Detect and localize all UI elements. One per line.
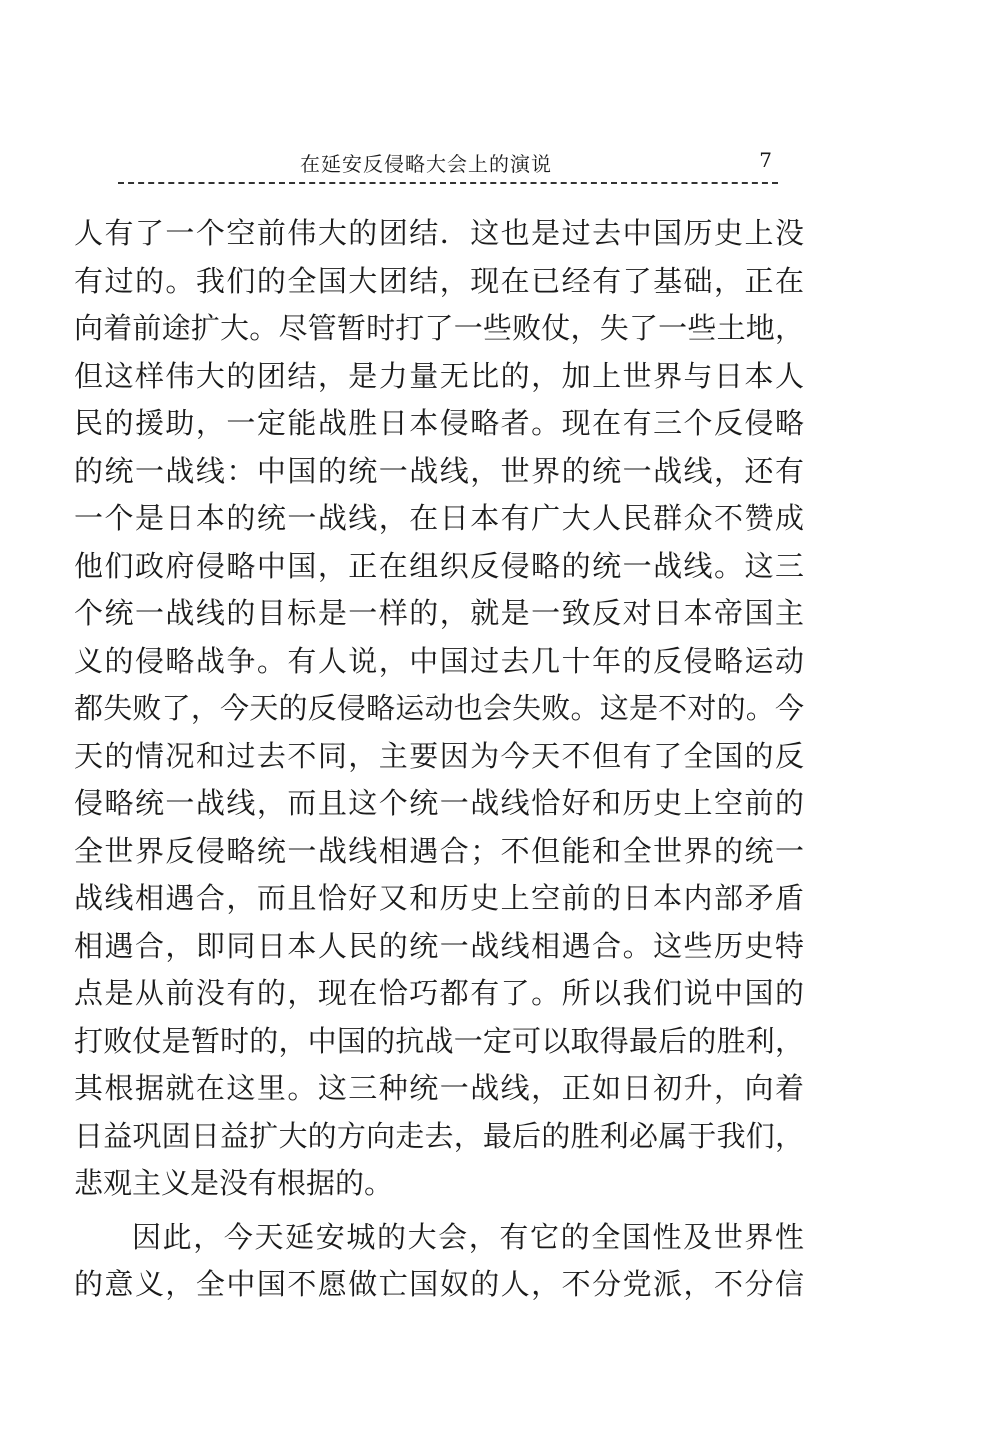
text-line: 因此，今天延安城的大会，有它的全国性及世界性 [132,1219,804,1254]
text-line: 义的侵略战争。有人说，中国过去几十年的反侵略运动 [74,643,804,678]
text-line: 悲观主义是没有根据的。 [74,1166,394,1200]
text-line: 他们政府侵略中国，正在组织反侵略的统一战线。这三 [74,548,804,583]
text-line: 有过的。我们的全国大团结，现在已经有了基础，正在 [74,263,804,298]
text-line: 天的情况和过去不同，主要因为今天不但有了全国的反 [74,738,804,773]
page-number: 7 [759,148,772,172]
text-line: 但这样伟大的团结，是力量无比的，加上世界与日本人 [74,358,804,393]
running-header-title: 在延安反侵略大会上的演说 [300,152,552,176]
text-line: 点是从前没有的，现在恰巧都有了。所以我们说中国的 [74,976,804,1010]
text-line: 日益巩固日益扩大的方向走去，最后的胜利必属于我们， [74,1118,804,1153]
text-line: 民的援助，一定能战胜日本侵略者。现在有三个反侵略 [74,406,804,440]
header-divider [118,182,778,184]
text-line: 全世界反侵略统一战线相遇合；不但能和全世界的统一 [74,833,804,868]
paragraph [74,1214,804,1309]
paragraph [74,210,804,1208]
text-line: 个统一战线的目标是一样的，就是一致反对日本帝国主 [74,596,804,630]
body-text [74,210,804,1309]
text-line: 其根据就在这里。这三种统一战线，正如日初升，向着 [74,1071,804,1105]
text-line: 的意义，全中国不愿做亡国奴的人，不分党派，不分信 [74,1267,804,1301]
text-line: 向着前途扩大。尽管暂时打了一些败仗，失了一些土地， [74,311,804,345]
text-line: 人有了一个空前伟大的团结．这也是过去中国历史上没 [74,216,804,250]
text-line: 一个是日本的统一战线，在日本有广大人民群众不赞成 [74,501,804,535]
text-line: 侵略统一战线，而且这个统一战线恰好和历史上空前的 [74,786,804,820]
text-line: 战线相遇合，而且恰好又和历史上空前的日本内部矛盾 [74,881,804,915]
text-line: 都失败了，今天的反侵略运动也会失败。这是不对的。今 [74,691,804,725]
text-line: 相遇合，即同日本人民的统一战线相遇合。这些历史特 [74,928,804,963]
text-line: 的统一战线：中国的统一战线，世界的统一战线，还有 [74,453,804,488]
running-header [118,148,778,178]
text-line: 打败仗是暂时的，中国的抗战一定可以取得最后的胜利， [74,1023,804,1058]
